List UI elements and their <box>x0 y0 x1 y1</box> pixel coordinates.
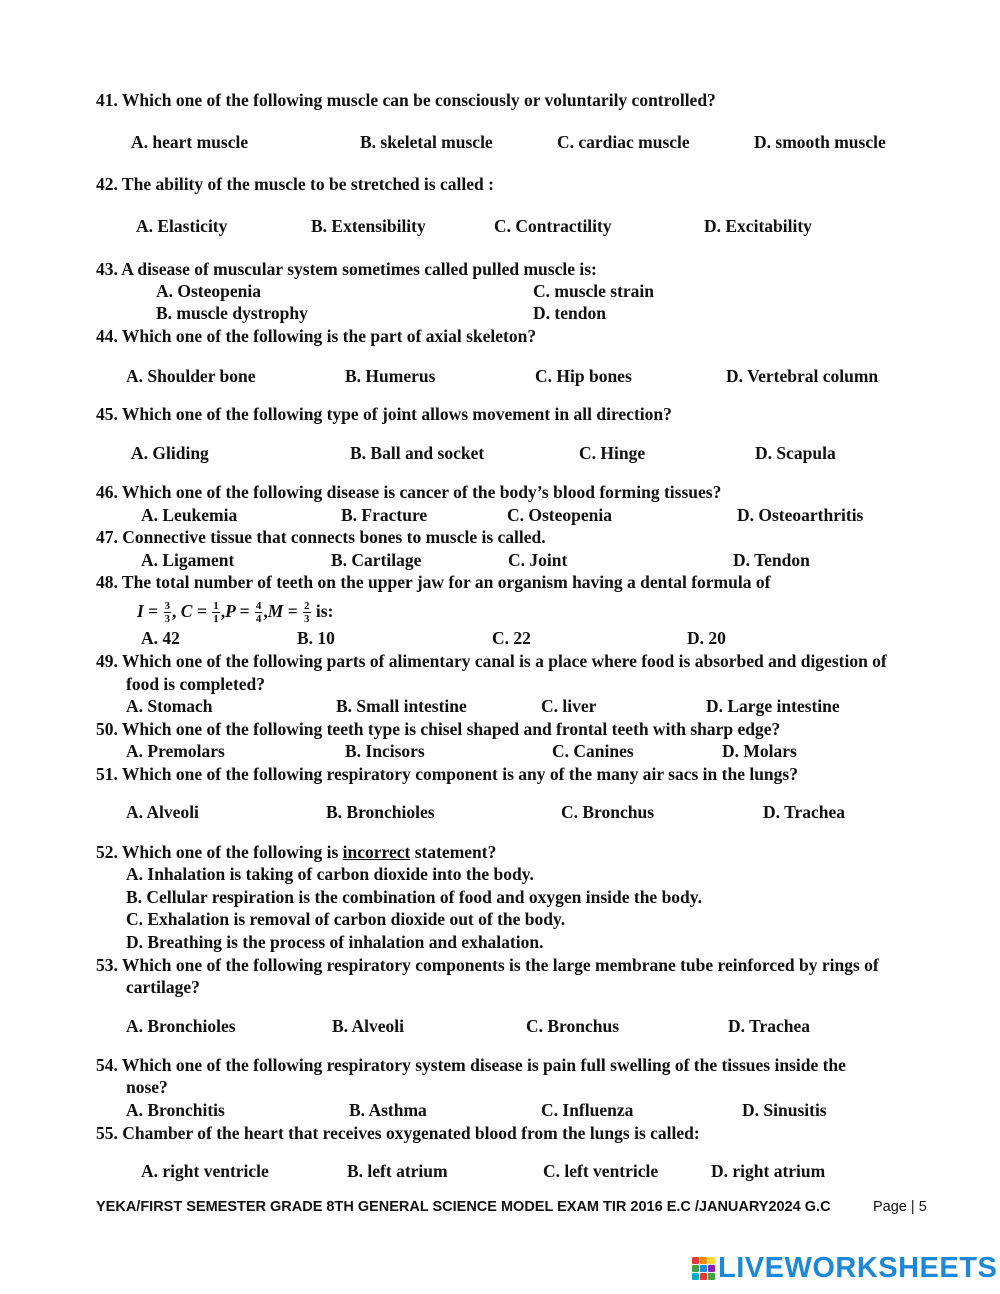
formula-canine-fraction: $\frac{1}{1}$ <box>213 600 219 626</box>
q41-option-c: C. cardiac muscle <box>557 132 690 152</box>
formula-canine-label: C = <box>180 601 207 621</box>
formula-incisor-label: I = <box>137 601 159 621</box>
formula-incisor-fraction: $\frac{3}{3}$ <box>164 600 171 626</box>
q53-option-b: B. Alveoli <box>332 1016 404 1036</box>
q52-option-d: D. Breathing is the process of inhalation and exhalation. <box>126 932 544 952</box>
q54-option-d: D. Sinusitis <box>742 1100 827 1120</box>
q45-option-d: D. Scapula <box>755 443 836 463</box>
formula-tail: is: <box>315 601 334 621</box>
question-53-stem-cont: cartilage? <box>126 977 200 997</box>
q55-option-b: B. left atrium <box>347 1161 448 1181</box>
q55-option-d: D. right atrium <box>711 1161 826 1181</box>
logo-text: LIVEWORKSHEETS <box>718 1252 998 1284</box>
q47-option-a: A. Ligament <box>141 550 235 570</box>
logo-tile <box>692 1265 699 1272</box>
q44-option-a: A. Shoulder bone <box>126 366 256 386</box>
q48-option-c: C. 22 <box>492 628 531 648</box>
q54-option-b: B. Asthma <box>349 1100 427 1120</box>
q50-option-b: B. Incisors <box>345 741 425 761</box>
question-53-stem: 53. Which one of the following respiratory components is the large membrane tube reinforced by rings of <box>96 955 879 975</box>
q44-option-b: B. Humerus <box>345 366 436 386</box>
q52-option-c: C. Exhalation is removal of carbon dioxide out of the body. <box>126 909 566 929</box>
formula-molar-label: M = <box>267 601 298 621</box>
question-41-stem: 41. Which one of the following muscle can be consciously or voluntarily controlled? <box>96 90 716 110</box>
q54-option-a: A. Bronchitis <box>126 1100 225 1120</box>
question-48-stem: 48. The total number of teeth on the upper jaw for an organism having a dental formula of <box>96 572 771 592</box>
question-54-stem-cont: nose? <box>126 1077 168 1097</box>
question-52-stem: 52. Which one of the following is incorrect statement? <box>96 842 497 862</box>
q45-option-b: B. Ball and socket <box>350 443 485 463</box>
incorrect-underlined: incorrect <box>342 842 411 862</box>
q54-option-c: C. Influenza <box>541 1100 634 1120</box>
q53-option-c: C. Bronchus <box>526 1016 620 1036</box>
liveworksheets-logo[interactable] <box>692 1252 997 1285</box>
question-46-stem: 46. Which one of the following disease is cancer of the body’s blood forming tissues? <box>96 482 722 502</box>
q41-option-a: A. heart muscle <box>131 132 249 152</box>
q49-option-d: D. Large intestine <box>706 696 840 716</box>
q48-option-d: D. 20 <box>687 628 726 648</box>
logo-tile <box>692 1257 699 1264</box>
q53-option-a: A. Bronchioles <box>126 1016 236 1036</box>
logo-tile <box>708 1265 715 1272</box>
q52-option-b: B. Cellular respiration is the combination of food and oxygen inside the body. <box>126 887 702 907</box>
q53-option-d: D. Trachea <box>728 1016 810 1036</box>
q42-option-b: B. Extensibility <box>311 216 426 236</box>
q52-option-a: A. Inhalation is taking of carbon dioxide into the body. <box>126 864 534 884</box>
q46-option-c: C. Osteopenia <box>507 505 612 525</box>
question-45-stem: 45. Which one of the following type of joint allows movement in all direction? <box>96 404 672 424</box>
q43-option-d: D. tendon <box>533 303 606 323</box>
q49-option-c: C. liver <box>541 696 597 716</box>
logo-tile <box>708 1257 715 1264</box>
q55-option-c: C. left ventricle <box>543 1161 659 1181</box>
q51-option-d: D. Trachea <box>763 802 845 822</box>
q51-option-b: B. Bronchioles <box>326 802 435 822</box>
q42-option-a: A. Elasticity <box>136 216 228 236</box>
q45-option-a: A. Gliding <box>131 443 209 463</box>
logo-tile <box>700 1265 707 1272</box>
q43-option-a: A. Osteopenia <box>156 281 261 301</box>
q46-option-b: B. Fracture <box>341 505 428 525</box>
question-47-stem: 47. Connective tissue that connects bones to muscle is called. <box>96 527 546 547</box>
q48-option-b: B. 10 <box>297 628 335 648</box>
q49-option-b: B. Small intestine <box>336 696 467 716</box>
q51-option-a: A. Alveoli <box>126 802 199 822</box>
page-footer: YEKA/FIRST SEMESTER GRADE 8TH GENERAL SCIENCE MODEL EXAM TIR 2016 E.C /JANUARY2024 G.C <box>96 1199 831 1215</box>
q44-option-c: C. Hip bones <box>535 366 632 386</box>
q48-option-a: A. 42 <box>141 628 180 648</box>
q41-option-b: B. skeletal muscle <box>360 132 493 152</box>
q44-option-d: D. Vertebral column <box>726 366 879 386</box>
formula-premolar-label: P = <box>225 601 250 621</box>
question-42-stem: 42. The ability of the muscle to be stretched is called : <box>96 174 494 194</box>
formula-molar-fraction: $\frac{2}{3}$ <box>304 600 310 626</box>
logo-tile <box>700 1273 707 1280</box>
question-55-stem: 55. Chamber of the heart that receives oxygenated blood from the lungs is called: <box>96 1123 700 1143</box>
q45-option-c: C. Hinge <box>579 443 646 463</box>
q42-option-c: C. Contractility <box>494 216 612 236</box>
q55-option-a: A. right ventricle <box>141 1161 269 1181</box>
q43-option-c: C. muscle strain <box>533 281 655 301</box>
formula-premolar-fraction: $\frac{4}{4}$ <box>255 600 262 626</box>
logo-tiles-icon <box>692 1257 715 1280</box>
question-54-stem: 54. Which one of the following respiratory system disease is pain full swelling of the tissues inside the <box>96 1055 846 1075</box>
q46-option-d: D. Osteoarthritis <box>737 505 864 525</box>
logo-tile <box>692 1273 699 1280</box>
q47-option-d: D. Tendon <box>733 550 810 570</box>
q42-option-d: D. Excitability <box>704 216 812 236</box>
question-44-stem: 44. Which one of the following is the part of axial skeleton? <box>96 326 537 346</box>
question-43-stem: 43. A disease of muscular system sometimes called pulled muscle is: <box>96 259 597 279</box>
q50-option-d: D. Molars <box>722 741 797 761</box>
question-50-stem: 50. Which one of the following teeth type is chisel shaped and frontal teeth with sharp edge? <box>96 719 781 739</box>
q47-option-b: B. Cartilage <box>331 550 422 570</box>
q51-option-c: C. Bronchus <box>561 802 655 822</box>
q50-option-a: A. Premolars <box>126 741 225 761</box>
q43-option-b: B. muscle dystrophy <box>156 303 308 323</box>
q49-option-a: A. Stomach <box>126 696 213 716</box>
q46-option-a: A. Leukemia <box>141 505 238 525</box>
q41-option-d: D. smooth muscle <box>754 132 886 152</box>
question-49-stem-cont: food is completed? <box>126 674 266 694</box>
question-49-stem: 49. Which one of the following parts of alimentary canal is a place where food is absorbed and digestion of <box>96 651 887 671</box>
question-51-stem: 51. Which one of the following respiratory component is any of the many air sacs in the lungs? <box>96 764 798 784</box>
q47-option-c: C. Joint <box>508 550 568 570</box>
logo-tile <box>708 1273 715 1280</box>
page-number: Page | 5 <box>873 1199 927 1215</box>
q50-option-c: C. Canines <box>552 741 634 761</box>
dental-formula: I = $\frac{3}{3}$ , C = $\frac{1}{1}$ ,P = $\frac{4}{4}$ ,M = $\frac{2}{3}$ is: <box>137 600 334 626</box>
logo-tile <box>700 1257 707 1264</box>
